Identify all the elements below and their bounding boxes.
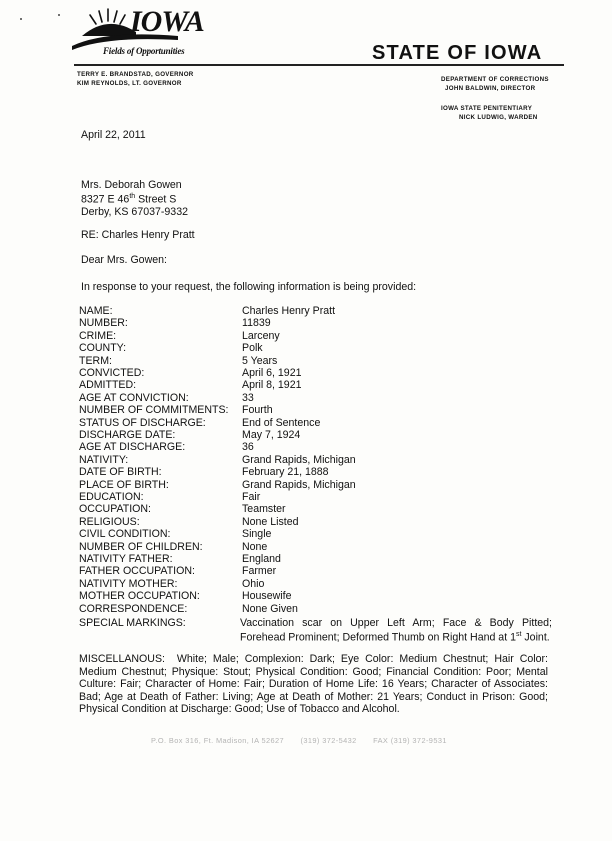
field-value: Grand Rapids, Michigan — [242, 478, 356, 491]
field-value: Ohio — [242, 577, 265, 590]
field-value: Vaccination scar on Upper Left Arm; Face & Body Pitted; Forehead Prominent; Deformed Thumb on Right Hand at 1st Joint. — [240, 617, 552, 644]
department-block — [441, 75, 549, 93]
field-label: DISCHARGE DATE: — [79, 429, 176, 441]
field-label: NUMBER: — [79, 317, 128, 330]
logo-tagline: Fields of Opportunities — [103, 46, 185, 56]
field-value: Charles Henry Pratt — [242, 305, 336, 317]
field-row — [79, 578, 559, 590]
iowa-logo — [66, 5, 204, 62]
header-divider — [74, 64, 564, 66]
field-label: NUMBER OF COMMITMENTS: — [79, 404, 229, 417]
field-value: 11839 — [242, 317, 271, 330]
field-label: SPECIAL MARKINGS: — [79, 617, 186, 629]
field-value: 5 Years — [242, 354, 278, 367]
scan-speck — [20, 18, 22, 20]
letter-date: April 22, 2011 — [81, 129, 146, 141]
field-value: None Given — [242, 602, 298, 615]
field-label: NATIVITY MOTHER: — [79, 577, 178, 590]
salutation: Dear Mrs. Gowen: — [81, 254, 167, 266]
misc-text: White; Male; Complexion: Dark; Eye Color: Medium Chestnut; Hair Color: Medium Chestnut; Physique: Stout; Physical Condition: Good; Financial Condition: Poor; Mental Culture: Fair; Character of Home: Fair; Duration of Home Life: 16 Years; Character of Associates: Bad; Age at Death of Father: Living; Age at Death of Mother: 21 Years; Conduct in Prison: Good; Physical Condition at Discharge: Good; Use of Tobacco and Alcohol. — [79, 653, 549, 716]
field-row — [79, 342, 559, 354]
field-label: AGE AT DISCHARGE: — [79, 441, 186, 454]
field-label: DATE OF BIRTH: — [79, 466, 162, 479]
recipient-address — [81, 179, 188, 218]
field-row — [79, 466, 559, 478]
iowa-wordmark: IOWA — [130, 5, 204, 38]
field-row — [79, 454, 559, 466]
field-label: PLACE OF BIRTH: — [79, 478, 169, 491]
warden-line: NICK LUDWIG, WARDEN — [459, 114, 538, 121]
field-label: STATUS OF DISCHARGE: — [79, 416, 206, 429]
field-row — [79, 553, 559, 565]
letterhead-footer — [151, 736, 461, 745]
penitentiary-block — [441, 104, 538, 122]
field-value: England — [242, 553, 281, 565]
field-value: Housewife — [242, 590, 292, 603]
scan-speck — [58, 14, 60, 16]
field-label: CIVIL CONDITION: — [79, 528, 171, 541]
department-line: DEPARTMENT OF CORRECTIONS — [441, 76, 549, 83]
field-value: Single — [242, 528, 272, 541]
field-row — [79, 528, 559, 540]
field-row — [79, 417, 559, 429]
field-label: CORRESPONDENCE: — [79, 602, 188, 615]
field-value: April 8, 1921 — [242, 379, 302, 392]
field-label: NATIVITY: — [79, 453, 129, 466]
field-label: NAME: — [79, 305, 113, 317]
field-label: AGE AT CONVICTION: — [79, 391, 189, 404]
field-row — [79, 404, 559, 416]
field-value: None Listed — [242, 515, 299, 528]
footer-fax: FAX (319) 372-9531 — [373, 736, 447, 745]
field-value: None — [242, 540, 268, 553]
director-line: JOHN BALDWIN, DIRECTOR — [445, 85, 536, 92]
footer-address: P.O. Box 316, Ft. Madison, IA 52627 — [151, 736, 285, 745]
recipient-city: Derby, KS 67037-9332 — [81, 205, 188, 218]
field-row — [79, 355, 559, 367]
field-row — [79, 392, 559, 404]
field-row — [79, 317, 559, 329]
misc-label: MISCELLANOUS: — [79, 653, 165, 665]
field-label: EDUCATION: — [79, 491, 144, 503]
field-value: 33 — [242, 391, 254, 404]
field-label: TERM: — [79, 354, 112, 367]
field-row — [79, 379, 559, 391]
field-row — [79, 330, 559, 342]
re-line: RE: Charles Henry Pratt — [81, 229, 195, 241]
recipient-name: Mrs. Deborah Gowen — [81, 179, 182, 191]
field-value: April 6, 1921 — [242, 367, 302, 379]
field-label: CONVICTED: — [79, 367, 145, 379]
lt-governor-line: KIM REYNOLDS, LT. GOVERNOR — [77, 80, 182, 87]
field-row — [79, 590, 559, 602]
field-value: Polk — [242, 342, 263, 355]
field-row — [79, 479, 559, 491]
field-value: Grand Rapids, Michigan — [242, 453, 356, 466]
field-row — [79, 565, 559, 577]
field-row — [79, 367, 559, 379]
miscellaneous-paragraph — [79, 653, 548, 716]
field-label: COUNTY: — [79, 342, 127, 355]
field-row — [79, 491, 559, 503]
field-label: RELIGIOUS: — [79, 515, 140, 528]
field-row — [79, 503, 559, 515]
field-value: End of Sentence — [242, 416, 321, 429]
field-label: NATIVITY FATHER: — [79, 553, 173, 565]
field-label: OCCUPATION: — [79, 503, 151, 516]
field-label: FATHER OCCUPATION: — [79, 565, 195, 578]
field-value: 36 — [242, 441, 254, 454]
field-row — [79, 541, 559, 553]
field-value: Fair — [242, 491, 261, 503]
field-value: Larceny — [242, 329, 280, 342]
field-value: May 7, 1924 — [242, 429, 301, 441]
field-row — [79, 429, 559, 441]
intro-paragraph: In response to your request, the following information is being provided: — [81, 281, 417, 293]
field-value: Teamster — [242, 503, 286, 516]
field-value: Fourth — [242, 404, 273, 417]
field-label: ADMITTED: — [79, 379, 137, 392]
field-row — [79, 516, 559, 528]
field-row — [79, 603, 559, 615]
footer-phone: (319) 372-5432 — [300, 736, 357, 745]
field-row — [79, 441, 559, 453]
state-title: STATE OF IOWA — [372, 42, 543, 64]
field-row — [79, 305, 559, 317]
field-label: NUMBER OF CHILDREN: — [79, 540, 203, 553]
governor-line: TERRY E. BRANDSTAD, GOVERNOR — [77, 71, 194, 78]
governor-block — [77, 70, 194, 88]
field-value: Farmer — [242, 565, 277, 578]
penitentiary-line: IOWA STATE PENITENTIARY — [441, 105, 533, 112]
field-label: MOTHER OCCUPATION: — [79, 590, 200, 603]
field-label: CRIME: — [79, 329, 117, 342]
recipient-street: 8327 E 46th Street S — [81, 193, 177, 206]
field-value: February 21, 1888 — [242, 466, 329, 479]
